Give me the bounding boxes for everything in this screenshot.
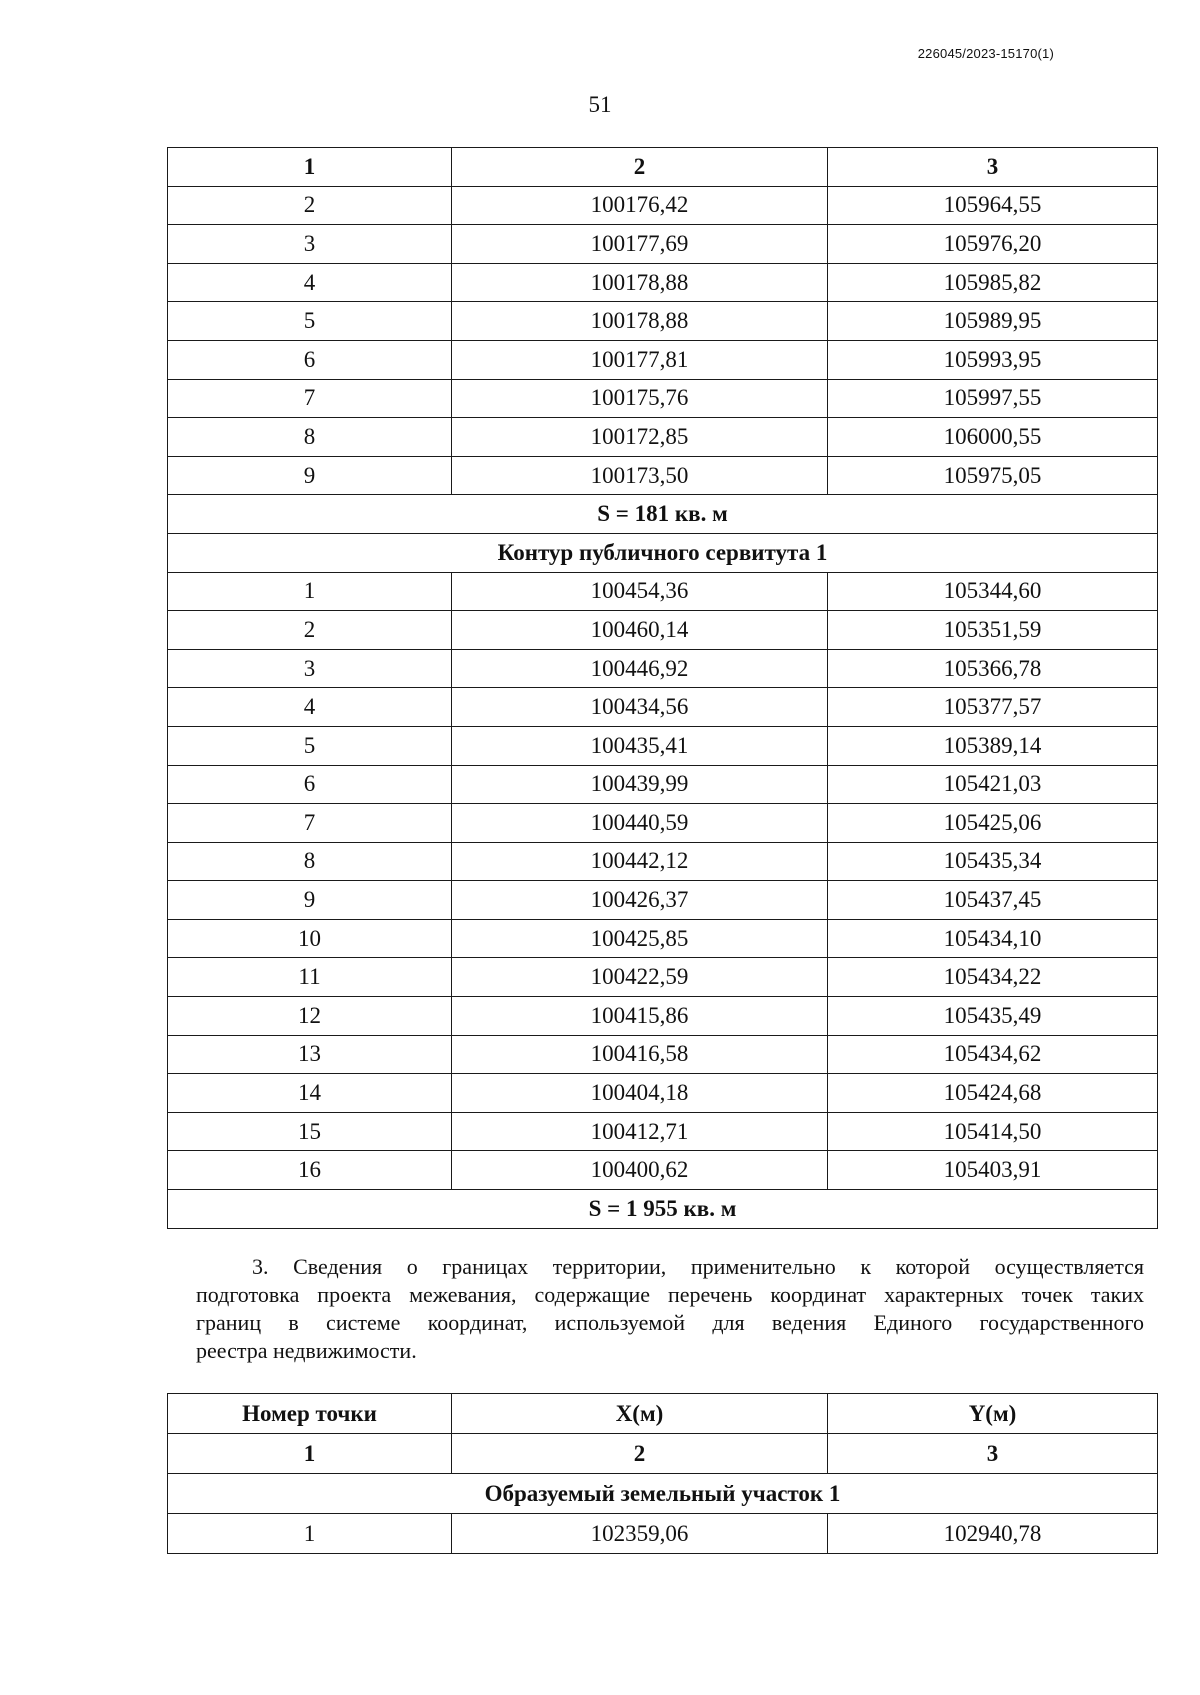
table-row: [168, 186, 1158, 225]
point-number-cell: 12: [168, 997, 452, 1036]
paragraph-line: 3. Сведения о границах территории, применительно к которой осуществляется: [252, 1254, 1144, 1279]
page-number: 51: [588, 92, 612, 117]
table-row: [168, 842, 1158, 881]
table-header-row: [168, 1394, 1158, 1434]
y-coordinate-cell: 105964,55: [828, 186, 1158, 225]
point-number-cell: 3: [168, 649, 452, 688]
point-number-cell: 8: [168, 842, 452, 881]
x-coordinate-cell: 100400,62: [452, 1151, 828, 1190]
table-row: [168, 340, 1158, 379]
column-number-cell: 2: [452, 148, 828, 187]
point-number-cell: 5: [168, 302, 452, 341]
area-label-row: [168, 495, 1158, 534]
x-coordinate-cell: 100416,58: [452, 1035, 828, 1074]
y-coordinate-cell: 105435,49: [828, 997, 1158, 1036]
x-coordinate-cell: 100446,92: [452, 649, 828, 688]
x-coordinate-cell: 100422,59: [452, 958, 828, 997]
point-number-cell: 2: [168, 186, 452, 225]
x-coordinate-cell: 100176,42: [452, 186, 828, 225]
y-coordinate-cell: 105976,20: [828, 225, 1158, 264]
table-row: [168, 688, 1158, 727]
header-x: X(м): [452, 1394, 828, 1434]
y-coordinate-cell: 105351,59: [828, 611, 1158, 650]
x-coordinate-cell: 100177,81: [452, 340, 828, 379]
x-coordinate-cell: 100460,14: [452, 611, 828, 650]
column-number-cell: 2: [452, 1434, 828, 1474]
paragraph-line: подготовка проекта межевания, содержащие перечень координат характерных точек таких: [196, 1282, 1144, 1307]
point-number-cell: 15: [168, 1112, 452, 1151]
point-number-cell: 7: [168, 379, 452, 418]
x-coordinate-cell: 100412,71: [452, 1112, 828, 1151]
table-row: [168, 302, 1158, 341]
y-coordinate-cell: 102940,78: [828, 1514, 1158, 1554]
y-coordinate-cell: 105993,95: [828, 340, 1158, 379]
x-coordinate-cell: 100172,85: [452, 418, 828, 457]
x-coordinate-cell: 100404,18: [452, 1074, 828, 1113]
table-row: [168, 263, 1158, 302]
table-row: [168, 572, 1158, 611]
y-coordinate-cell: 105344,60: [828, 572, 1158, 611]
y-coordinate-cell: 105989,95: [828, 302, 1158, 341]
point-number-cell: 6: [168, 765, 452, 804]
section-title-row: [168, 1474, 1158, 1514]
table-row: [168, 611, 1158, 650]
table-row: [168, 765, 1158, 804]
y-coordinate-cell: 105389,14: [828, 726, 1158, 765]
x-coordinate-cell: 100175,76: [452, 379, 828, 418]
table-row: [168, 997, 1158, 1036]
section-title-row: [168, 533, 1158, 572]
x-coordinate-cell: 100425,85: [452, 919, 828, 958]
section-3-paragraph: [196, 1253, 1144, 1365]
paragraph-line: границ в системе координат, используемой для ведения Единого государственного: [196, 1310, 1144, 1335]
column-number-row: [168, 1434, 1158, 1474]
point-number-cell: 4: [168, 263, 452, 302]
table-row: [168, 456, 1158, 495]
point-number-cell: 13: [168, 1035, 452, 1074]
x-coordinate-cell: 100173,50: [452, 456, 828, 495]
table-row: [168, 379, 1158, 418]
y-coordinate-cell: 105403,91: [828, 1151, 1158, 1190]
point-number-cell: 1: [168, 572, 452, 611]
y-coordinate-cell: 105975,05: [828, 456, 1158, 495]
x-coordinate-cell: 100178,88: [452, 302, 828, 341]
point-number-cell: 1: [168, 1514, 452, 1554]
y-coordinate-cell: 106000,55: [828, 418, 1158, 457]
point-number-cell: 2: [168, 611, 452, 650]
area-label: S = 1 955 кв. м: [168, 1190, 1158, 1229]
y-coordinate-cell: 105424,68: [828, 1074, 1158, 1113]
paragraph-line: реестра недвижимости.: [196, 1338, 417, 1363]
x-coordinate-cell: 100434,56: [452, 688, 828, 727]
x-coordinate-cell: 100454,36: [452, 572, 828, 611]
table-row: [168, 1151, 1158, 1190]
point-number-cell: 4: [168, 688, 452, 727]
x-coordinate-cell: 100442,12: [452, 842, 828, 881]
header-y: Y(м): [828, 1394, 1158, 1434]
x-coordinate-cell: 100435,41: [452, 726, 828, 765]
y-coordinate-cell: 105421,03: [828, 765, 1158, 804]
column-number-cell: 1: [168, 148, 452, 187]
territory-boundary-table: [167, 1393, 1158, 1554]
y-coordinate-cell: 105434,10: [828, 919, 1158, 958]
document-id: 226045/2023-15170(1): [917, 46, 1054, 61]
point-number-cell: 7: [168, 804, 452, 843]
section-title: Образуемый земельный участок 1: [168, 1474, 1158, 1514]
table-row: [168, 418, 1158, 457]
point-number-cell: 3: [168, 225, 452, 264]
table-row: [168, 649, 1158, 688]
header-point-number: Номер точки: [168, 1394, 452, 1434]
y-coordinate-cell: 105985,82: [828, 263, 1158, 302]
point-number-cell: 14: [168, 1074, 452, 1113]
x-coordinate-cell: 100440,59: [452, 804, 828, 843]
y-coordinate-cell: 105434,22: [828, 958, 1158, 997]
point-number-cell: 5: [168, 726, 452, 765]
section-title: Контур публичного сервитута 1: [168, 533, 1158, 572]
x-coordinate-cell: 100415,86: [452, 997, 828, 1036]
y-coordinate-cell: 105366,78: [828, 649, 1158, 688]
coordinates-table-continued: [167, 147, 1158, 1229]
column-number-row: [168, 148, 1158, 187]
table-row: [168, 919, 1158, 958]
y-coordinate-cell: 105434,62: [828, 1035, 1158, 1074]
y-coordinate-cell: 105435,34: [828, 842, 1158, 881]
table-row: [168, 1074, 1158, 1113]
point-number-cell: 16: [168, 1151, 452, 1190]
column-number-cell: 1: [168, 1434, 452, 1474]
y-coordinate-cell: 105377,57: [828, 688, 1158, 727]
table-row: [168, 1112, 1158, 1151]
x-coordinate-cell: 100177,69: [452, 225, 828, 264]
y-coordinate-cell: 105414,50: [828, 1112, 1158, 1151]
area-label-row: [168, 1190, 1158, 1229]
x-coordinate-cell: 100178,88: [452, 263, 828, 302]
point-number-cell: 11: [168, 958, 452, 997]
table-row: [168, 1514, 1158, 1554]
x-coordinate-cell: 100426,37: [452, 881, 828, 920]
table-row: [168, 804, 1158, 843]
point-number-cell: 9: [168, 456, 452, 495]
table-row: [168, 1035, 1158, 1074]
point-number-cell: 8: [168, 418, 452, 457]
y-coordinate-cell: 105425,06: [828, 804, 1158, 843]
table-row: [168, 726, 1158, 765]
y-coordinate-cell: 105437,45: [828, 881, 1158, 920]
column-number-cell: 3: [828, 148, 1158, 187]
point-number-cell: 6: [168, 340, 452, 379]
point-number-cell: 9: [168, 881, 452, 920]
y-coordinate-cell: 105997,55: [828, 379, 1158, 418]
table-row: [168, 958, 1158, 997]
point-number-cell: 10: [168, 919, 452, 958]
column-number-cell: 3: [828, 1434, 1158, 1474]
table-row: [168, 225, 1158, 264]
area-label: S = 181 кв. м: [168, 495, 1158, 534]
table-row: [168, 881, 1158, 920]
x-coordinate-cell: 100439,99: [452, 765, 828, 804]
x-coordinate-cell: 102359,06: [452, 1514, 828, 1554]
